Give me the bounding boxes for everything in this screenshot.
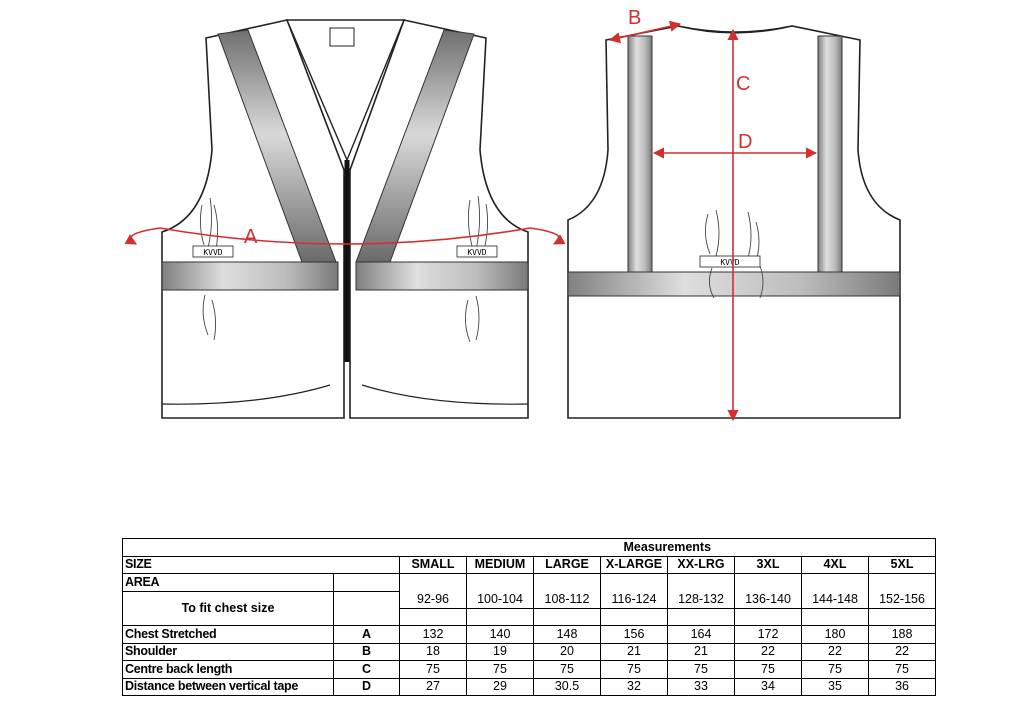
fit-chest-value: 128-132	[668, 591, 735, 608]
row-code: C	[334, 661, 400, 679]
row-value: 75	[735, 661, 802, 679]
row-value: 140	[467, 626, 534, 644]
row-value: 75	[400, 661, 467, 679]
size-header: MEDIUM	[467, 556, 534, 574]
fit-chest-value: 92-96	[400, 591, 467, 608]
vest-front-view	[131, 20, 560, 418]
row-value: 27	[400, 678, 467, 696]
back-left-vertical-tape	[628, 36, 652, 272]
fit-chest-value: 136-140	[735, 591, 802, 608]
front-left-horizontal-tape	[162, 262, 338, 290]
size-header: 3XL	[735, 556, 802, 574]
row-value: 22	[735, 643, 802, 661]
row-value: 35	[802, 678, 869, 696]
measure-label-c: C	[736, 73, 751, 95]
table-row	[123, 626, 936, 644]
fit-chest-value: 144-148	[802, 591, 869, 608]
neck-label	[330, 28, 354, 46]
table-row	[123, 643, 936, 661]
row-value: 32	[601, 678, 668, 696]
row-label: Centre back length	[123, 661, 334, 679]
row-value: 33	[668, 678, 735, 696]
row-value: 148	[534, 626, 601, 644]
row-code: A	[334, 626, 400, 644]
row-value: 164	[668, 626, 735, 644]
fit-chest-value: 108-112	[534, 591, 601, 608]
size-header: SMALL	[400, 556, 467, 574]
row-value: 18	[400, 643, 467, 661]
measure-a-arc-right	[530, 228, 559, 244]
row-value: 21	[668, 643, 735, 661]
area-label: AREA	[123, 574, 334, 592]
measure-label-a: A	[244, 226, 258, 248]
row-label: Distance between vertical tape	[123, 678, 334, 696]
row-code: D	[334, 678, 400, 696]
front-right-tag-text: KVVD	[467, 248, 487, 257]
size-header: XX-LRG	[668, 556, 735, 574]
measure-label-d: D	[738, 131, 753, 153]
row-value: 132	[400, 626, 467, 644]
table-title: Measurements	[400, 539, 936, 557]
fit-chest-label: To fit chest size	[123, 591, 334, 626]
front-right-horizontal-tape	[356, 262, 528, 290]
row-value: 22	[869, 643, 936, 661]
fit-chest-row	[123, 591, 936, 608]
size-header: 4XL	[802, 556, 869, 574]
size-header: X-LARGE	[601, 556, 668, 574]
row-value: 75	[802, 661, 869, 679]
fit-chest-value: 152-156	[869, 591, 936, 608]
row-value: 75	[668, 661, 735, 679]
vest-back-view	[568, 7, 900, 420]
back-panel	[568, 26, 900, 418]
area-row	[123, 574, 936, 592]
row-value: 156	[601, 626, 668, 644]
row-value: 21	[601, 643, 668, 661]
row-value: 34	[735, 678, 802, 696]
fit-chest-value: 100-104	[467, 591, 534, 608]
measure-a-arc-left	[131, 228, 160, 244]
row-value: 29	[467, 678, 534, 696]
table-row	[123, 661, 936, 679]
row-value: 20	[534, 643, 601, 661]
table-row	[123, 678, 936, 696]
row-value: 172	[735, 626, 802, 644]
row-value: 180	[802, 626, 869, 644]
row-value: 75	[534, 661, 601, 679]
size-header: LARGE	[534, 556, 601, 574]
size-label: SIZE	[123, 556, 334, 574]
fit-chest-value: 116-124	[601, 591, 668, 608]
back-horizontal-tape	[568, 272, 900, 296]
table-title-row	[123, 539, 936, 557]
row-value: 188	[869, 626, 936, 644]
front-left-tag-text: KVVD	[203, 248, 223, 257]
row-value: 30.5	[534, 678, 601, 696]
size-header: 5XL	[869, 556, 936, 574]
row-value: 36	[869, 678, 936, 696]
row-value: 19	[467, 643, 534, 661]
size-chart-table	[122, 538, 936, 696]
back-tag-text: KVVD	[720, 258, 740, 267]
row-label: Shoulder	[123, 643, 334, 661]
row-code: B	[334, 643, 400, 661]
size-header-row	[123, 556, 936, 574]
row-value: 75	[467, 661, 534, 679]
row-value: 75	[869, 661, 936, 679]
back-right-vertical-tape	[818, 36, 842, 272]
row-label: Chest Stretched	[123, 626, 334, 644]
row-value: 22	[802, 643, 869, 661]
measure-label-b: B	[628, 7, 642, 29]
row-value: 75	[601, 661, 668, 679]
